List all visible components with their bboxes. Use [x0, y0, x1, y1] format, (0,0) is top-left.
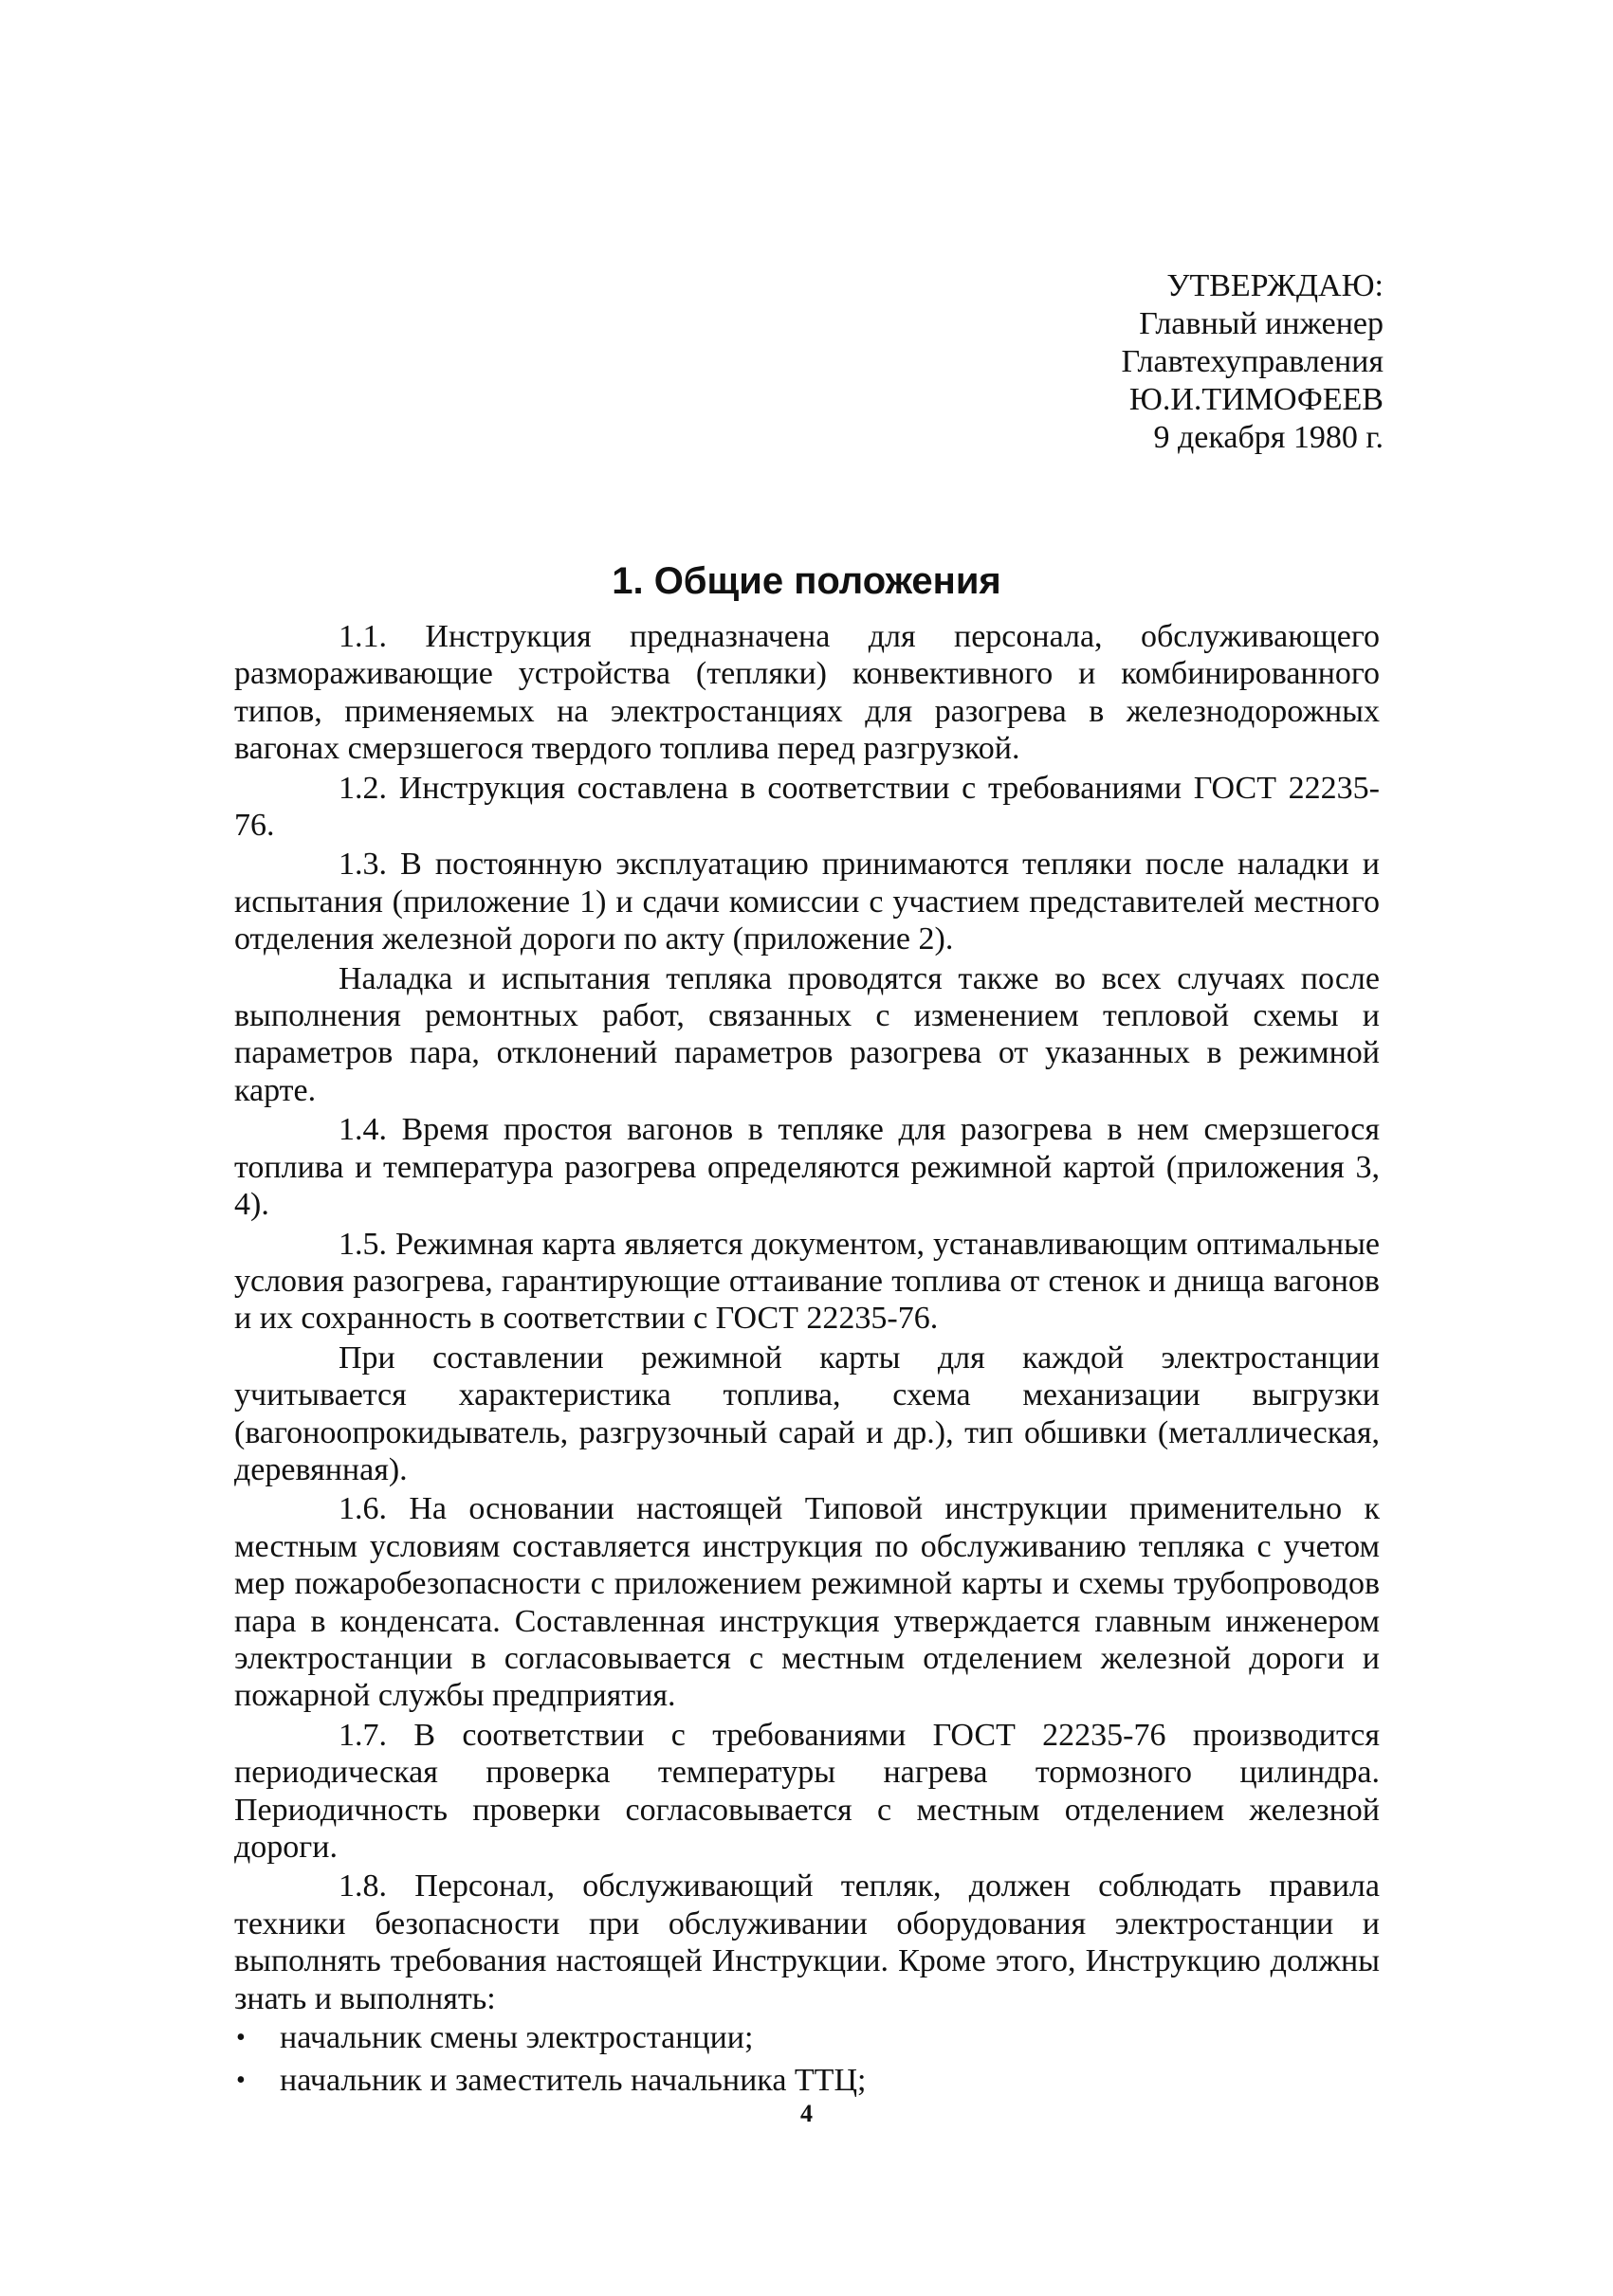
approval-date: 9 декабря 1980 г. — [1153, 420, 1384, 455]
section-heading: 1. Общие положения — [612, 560, 1001, 602]
approver-position: Главный инженер — [1139, 306, 1384, 341]
list-item — [234, 2062, 1380, 2099]
approver-name: Ю.И.ТИМОФЕЕВ — [1128, 382, 1384, 417]
list-item-text: начальник смены электростанции; — [280, 2020, 754, 2056]
paragraph-1-6: 1.6. На основании настоящей Типовой инструкции применительно к местным условиям составляется инструкция по обслуживанию тепляка с учетом мер пожаробезопасности с приложением режимной карты и схемы трубопроводов пара в конденсата. Составленная инструкция утверждается главным инженером электростанции в согласовывается с местным отделением железной дороги и пожарной службы предприятия. — [234, 1491, 1380, 1714]
paragraph-1-2: 1.2. Инструкция составлена в соответствии с требованиями ГОСТ 22235-76. — [234, 770, 1380, 844]
paragraph-1-3: 1.3. В постоянную эксплуатацию принимаются тепляки после наладки и испытания (приложение 1) и сдачи комиссии с участием представителей местного отделения железной дороги по акту (приложение 2). — [234, 847, 1380, 957]
bullet-icon: • — [236, 2023, 246, 2053]
list-item-text: начальник и заместитель начальника ТТЦ; — [280, 2063, 867, 2099]
list-item — [234, 2019, 1380, 2056]
section-body — [234, 618, 1380, 2105]
approver-department: Главтехуправления — [1121, 344, 1384, 379]
bullet-icon: • — [236, 2066, 246, 2096]
paragraph-1-1: 1.1. Инструкция предназначена для персонала, обслуживающего размораживающие устройства (тепляки) конвективного и комбинированного типов, применяемых на электростанциях для разогрева в железнодорожных вагонах смерзшегося твердого топлива перед разгрузкой. — [234, 619, 1380, 767]
paragraph-1-4: 1.4. Время простоя вагонов в тепляке для разогрева в нем смерзшегося топлива и температура разогрева определяются режимной картой (приложения 3, 4). — [234, 1112, 1380, 1223]
paragraph-1-5-cont: При составлении режимной карты для каждой электростанции учитывается характеристика топлива, схема механизации выгрузки (вагоноопрокидыватель, разгрузочный сарай и др.), тип обшивки (металлическая, деревянная). — [234, 1339, 1380, 1487]
paragraph-1-3-cont: Наладка и испытания тепляка проводятся также во всех случаях после выполнения ремонтных работ, связанных с изменением тепловой схемы и параметров пара, отклонений параметров разогрева от указанных в режимной карте. — [234, 960, 1380, 1108]
paragraph-1-7: 1.7. В соответствии с требованиями ГОСТ 22235-76 производится периодическая проверка температуры нагрева тормозного цилиндра. Периодичность проверки согласовывается с местным отделением железной дороги. — [234, 1717, 1380, 1865]
responsibility-list — [234, 2019, 1380, 2100]
page-number: 4 — [800, 2100, 813, 2127]
approval-block — [1121, 267, 1384, 457]
paragraph-1-8: 1.8. Персонал, обслуживающий тепляк, должен соблюдать правила техники безопасности при обслуживании оборудования электростанции и выполнять требования настоящей Инструкции. Кроме этого, Инструкцию должны знать и выполнять: — [234, 1868, 1380, 2016]
paragraph-1-5: 1.5. Режимная карта является документом, устанавливающим оптимальные условия разогрева, гарантирующие оттаивание топлива от стенок и днища вагонов и их сохранность в соответствии с ГОСТ 22235-76. — [234, 1226, 1380, 1337]
approval-title: УТВЕРЖДАЮ: — [1166, 268, 1384, 303]
